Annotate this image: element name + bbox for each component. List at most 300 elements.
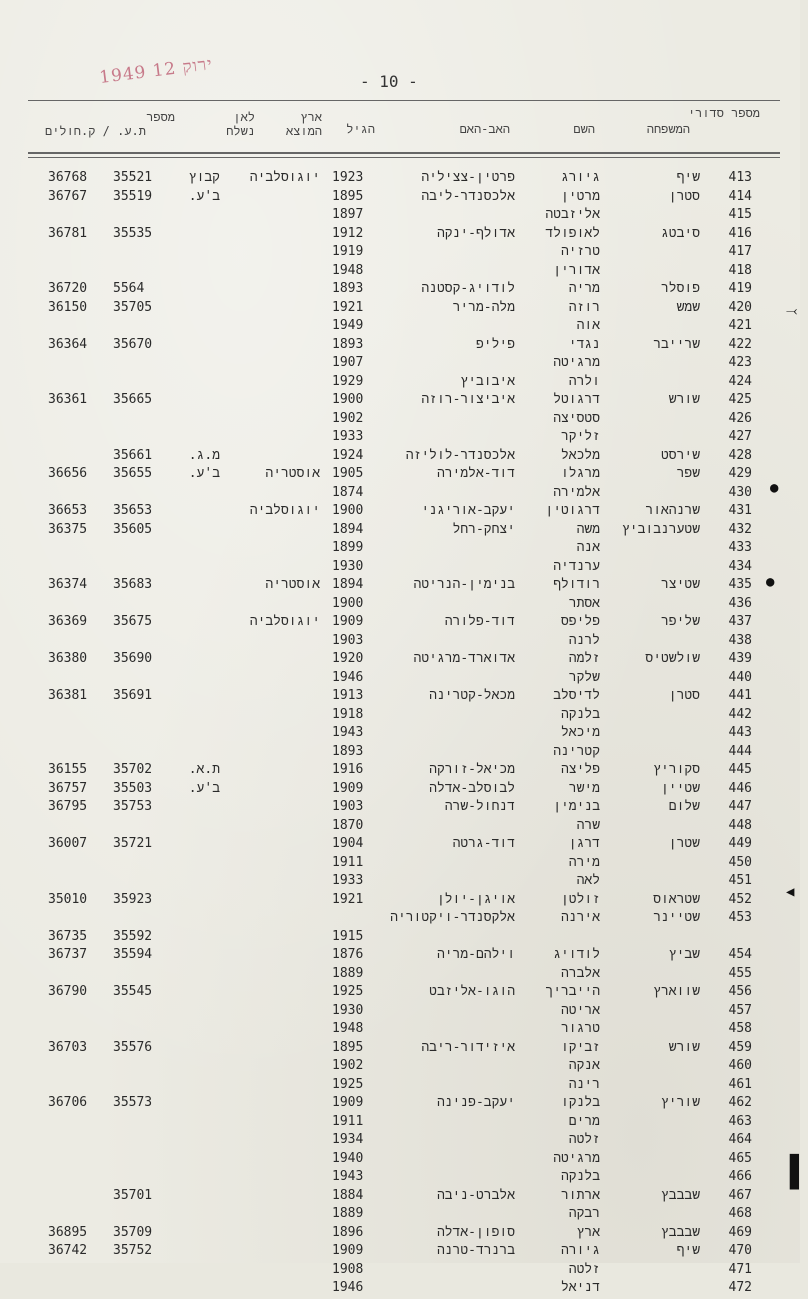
cell-year: 1946 [332,669,364,685]
cell-family: שטרן [668,836,700,851]
table-row [0,485,800,504]
table-row [0,966,800,985]
cell-immig: 36795 [48,799,88,814]
cell-name: אליזבטה [545,207,600,222]
cell-family: שמש [676,299,700,315]
table-row [0,448,800,467]
margin-dot-mark: ● [770,480,779,496]
table-row [0,929,800,948]
cell-year: 1908 [332,1261,364,1277]
cell-name: לאופולד [545,225,600,241]
cell-family: סטרן [668,188,700,204]
cell-serial: 472 [728,1280,752,1295]
cell-serial: 457 [728,1002,752,1018]
cell-parents: איזידור-ריבה [421,1039,515,1055]
cell-family: שווארץ [653,984,700,999]
cell-name: זלטה [568,1261,600,1277]
cell-immig: 36737 [48,947,88,962]
cell-serial: 446 [728,780,752,796]
table-row [0,633,800,652]
cell-year: 1929 [332,373,364,389]
cell-serial: 445 [728,762,752,777]
cell-cert: 35683 [113,577,153,592]
header-rule-top [28,100,780,101]
cell-parents: דוד-אלמירה [436,466,515,481]
margin-dot-mark: ● [766,574,775,590]
cell-cert: 35753 [113,799,153,814]
cell-immig: 36361 [48,392,88,407]
cell-immig: 36742 [48,1243,88,1258]
cell-year: 1900 [332,595,364,611]
cell-serial: 437 [728,614,752,629]
cell-year: 1916 [332,762,364,777]
table-row [0,799,800,818]
cell-serial: 459 [728,1039,752,1055]
header-cert-label: מספר [146,110,175,124]
cell-year: 1895 [332,1039,364,1055]
cell-parents: ברנרד-טרנה [436,1243,515,1258]
cell-family: שטיין [660,780,700,796]
header-rule-bottom-2 [28,157,780,158]
cell-year: 1876 [332,947,364,962]
cell-name: סטסיצה [553,410,600,426]
cell-name: זולטן [560,891,600,907]
cell-serial: 426 [728,410,752,426]
cell-year: 1915 [332,928,364,944]
cell-name: בלנקה [560,1169,600,1184]
table-row [0,744,800,763]
cell-cert: 35653 [113,503,153,518]
cell-serial: 451 [728,873,752,888]
cell-serial: 428 [728,447,752,463]
cell-year: 1921 [332,299,364,315]
cell-parents: דוד-גרטה [452,836,515,851]
cell-name: לרנה [568,632,600,648]
cell-year: 1933 [332,429,364,444]
cell-serial: 438 [728,632,752,648]
cell-year: 1900 [332,503,364,518]
cell-serial: 436 [728,595,752,611]
cell-immig: 36364 [48,336,88,352]
cell-serial: 427 [728,429,752,444]
cell-year: 1911 [332,1113,364,1129]
table-row [0,818,800,837]
cell-name: מיכאל [560,725,600,740]
cell-immig: 36768 [48,170,88,185]
cell-family: שיף [676,1243,700,1258]
cell-name: מלכאל [560,447,600,463]
cell-year: 1948 [332,1021,364,1036]
cell-immig: 36150 [48,299,88,315]
cell-immig: 36653 [48,503,88,518]
table-row [0,577,800,596]
header-parents: האב-האם [459,122,510,136]
cell-year: 1909 [332,614,364,629]
table-row [0,263,800,282]
cell-serial: 434 [728,558,752,574]
table-row [0,466,800,485]
cell-name: ארתור [560,1187,600,1203]
cell-serial: 419 [728,281,752,296]
table-row [0,725,800,744]
cell-name: גיורה [560,1243,600,1258]
table-row [0,170,800,189]
cell-path: ב'ע. [188,466,220,481]
cell-cert: 35675 [113,614,153,629]
cell-parents: לודויג-קסטנה [421,281,515,296]
cell-parents: בנימין-הנריטה [413,577,515,592]
cell-serial: 429 [728,466,752,481]
cell-name: זביקו [560,1039,600,1055]
cell-family: שטראוס [653,891,700,907]
table-row [0,1114,800,1133]
cell-parents: אלקסנדר-ויקטוריה [390,910,515,925]
cell-year: 1919 [332,244,364,259]
cell-immig: 35010 [48,891,88,907]
cell-year: 1907 [332,355,364,370]
cell-family: שורש [668,1039,700,1055]
cell-year: 1925 [332,984,364,999]
cell-family: שרנהאור [645,503,700,518]
header-serial: מספר סדורי [687,106,760,120]
cell-serial: 462 [728,1095,752,1110]
cell-serial: 448 [728,817,752,833]
cell-name: בנימין [553,799,600,814]
cell-parents: אלכסנדר-ליבה [421,188,515,204]
cell-year: 1949 [332,318,364,333]
table-row [0,1169,800,1188]
cell-cert: 35670 [113,336,153,352]
cell-name: דניאל [560,1280,600,1295]
cell-parents: יעקב-אוריגני [421,503,515,518]
cell-year: 1884 [332,1187,364,1203]
cell-year: 1896 [332,1224,364,1240]
cell-immig: 36895 [48,1224,88,1240]
cell-country: יוגוסלביה [249,170,320,185]
cell-year: 1905 [332,466,364,481]
cell-cert: 35691 [113,688,153,703]
table-row [0,392,800,411]
cell-year: 1925 [332,1076,364,1092]
cell-serial: 440 [728,669,752,685]
cell-cert: 35721 [113,836,153,851]
table-row [0,411,800,430]
cell-parents: איביצור-רוזה [421,392,515,407]
cell-year: 1920 [332,651,364,666]
cell-year: 1889 [332,965,364,981]
cell-immig: 36380 [48,651,88,666]
cell-serial: 418 [728,262,752,278]
cell-immig: 36781 [48,225,88,241]
handwritten-annotation: 1949 ירוק 12 [98,54,214,88]
cell-name: זלמה [568,651,600,666]
cell-year: 1894 [332,521,364,537]
table-row [0,318,800,337]
cell-immig: 36155 [48,762,88,777]
cell-year: 1870 [332,817,364,833]
cell-name: אוה [576,318,600,333]
cell-family: שטיצר [660,577,700,592]
cell-parents: אויגן-יולן [436,891,515,907]
cell-serial: 414 [728,188,752,204]
cell-immig: 36720 [48,281,88,296]
cell-name: ולרה [568,373,600,389]
table-row [0,300,800,319]
cell-year: 1924 [332,447,364,463]
table-row [0,1280,800,1299]
cell-country: אוסטריה [265,577,320,592]
cell-serial: 468 [728,1206,752,1221]
cell-family: שפר [676,466,700,481]
cell-name: דרגוטל [553,392,600,407]
cell-year: 1918 [332,706,364,722]
cell-name: דרגן [568,836,600,851]
cell-name: מישר [568,780,600,796]
cell-year: 1923 [332,170,364,185]
cell-immig: 36706 [48,1095,88,1110]
cell-serial: 469 [728,1224,752,1240]
cell-name: נגדי [568,336,600,352]
cell-serial: 416 [728,225,752,241]
cell-name: מרגיטה [553,355,600,370]
cell-serial: 450 [728,854,752,870]
cell-year: 1903 [332,632,364,648]
page-number: - 10 - [360,72,418,91]
cell-path: ת.א. [188,762,220,777]
cell-serial: 470 [728,1243,752,1258]
table-row [0,1095,800,1114]
cell-name: מרגלו [560,466,600,481]
table-row [0,1243,800,1262]
cell-path: קבוץ [188,170,220,185]
header-path: לאן נשלח [226,110,255,138]
cell-immig: 36735 [48,928,88,944]
cell-family: שיף [676,170,700,185]
cell-family: סקוריץ [653,762,700,777]
cell-serial: 455 [728,965,752,981]
table-row [0,1132,800,1151]
table-row [0,892,800,911]
table-row [0,1077,800,1096]
cell-parents: וילהם-מריה [436,947,515,962]
cell-serial: 467 [728,1187,752,1203]
cell-parents: פיליפ [475,336,515,352]
table-row [0,337,800,356]
cell-serial: 442 [728,706,752,722]
cell-cert: 5564 [113,281,145,296]
table-row [0,1040,800,1059]
cell-serial: 431 [728,503,752,518]
table-row [0,1003,800,1022]
cell-family: שביץ [668,947,700,962]
cell-serial: 460 [728,1058,752,1073]
cell-name: בלנקה [560,706,600,722]
cell-immig: 36375 [48,521,88,537]
cell-year: 1904 [332,836,364,851]
cell-serial: 422 [728,336,752,352]
cell-cert: 35665 [113,392,153,407]
cell-name: לאה [576,873,600,888]
cell-name: אנקה [568,1058,600,1073]
table-row [0,226,800,245]
cell-cert: 35594 [113,947,153,962]
cell-parents: לבוסלב-אדלה [429,780,515,796]
cell-immig: 36007 [48,836,88,851]
cell-serial: 423 [728,355,752,370]
cell-family: שלום [668,799,700,814]
cell-serial: 439 [728,651,752,666]
table-row [0,189,800,208]
cell-name: מרטין [560,188,600,204]
cell-serial: 420 [728,299,752,315]
cell-parents: סופון-אדלה [436,1224,515,1240]
cell-year: 1943 [332,725,364,740]
cell-name: לדיסלב [553,688,600,703]
cell-serial: 461 [728,1076,752,1092]
cell-parents: מכיאל-זורקה [429,762,515,777]
cell-name: משה [576,521,600,537]
cell-serial: 453 [728,910,752,925]
cell-family: שבבבץ [660,1224,700,1240]
table-row [0,559,800,578]
cell-year: 1900 [332,392,364,407]
cell-family: שליפר [660,614,700,629]
cell-cert: 35705 [113,299,153,315]
cell-parents: אלברט-ניבה [436,1187,515,1203]
table-row [0,873,800,892]
table-row [0,688,800,707]
cell-serial: 424 [728,373,752,389]
cell-year: 1930 [332,1002,364,1018]
cell-cert: 35702 [113,762,153,777]
cell-country: יוגוסלביה [249,503,320,518]
cell-year: 1933 [332,873,364,888]
cell-parents: אלכסנדר-לוליזה [405,447,515,463]
cell-year: 1902 [332,1058,364,1073]
header-country: ארץ המוצא [285,110,322,138]
cell-family: שוריץ [660,1095,700,1110]
cell-year: 1913 [332,688,364,703]
cell-name: רודולף [553,577,600,592]
cell-name: טרגור [560,1021,600,1036]
table-row [0,1151,800,1170]
cell-year: 1902 [332,410,364,426]
cell-serial: 432 [728,521,752,537]
cell-year: 1874 [332,484,364,500]
table-row [0,355,800,374]
header-age: הגיל [346,122,375,136]
cell-year: 1893 [332,336,364,352]
table-row [0,244,800,263]
cell-serial: 454 [728,947,752,962]
cell-immig: 36656 [48,466,88,481]
cell-year: 1893 [332,743,364,759]
cell-year: 1895 [332,188,364,204]
table-row [0,1058,800,1077]
cell-parents: יעקב-פנינה [436,1095,515,1110]
cell-country: אוסטריה [265,466,320,481]
cell-name: גיורג [560,170,600,185]
cell-cert: 35576 [113,1039,153,1055]
cell-cert: 35573 [113,1095,153,1110]
table-row [0,503,800,522]
table-row [0,374,800,393]
cell-name: שלקר [568,669,600,685]
cell-name: זליקר [560,429,600,444]
cell-parents: מכאל-קטרינה [429,688,515,703]
cell-year: 1934 [332,1132,364,1147]
table-row [0,836,800,855]
margin-edge-mark: ▌ [790,1155,808,1190]
header-family: המשפחה [646,122,690,136]
cell-name: דרגוטין [545,503,600,518]
cell-cert: 35709 [113,1224,153,1240]
margin-tick-mark: ◀ [786,884,795,900]
cell-cert: 35690 [113,651,153,666]
cell-name: אלמירה [553,484,600,500]
register-table [0,170,800,1299]
cell-path: מ.ג. [188,447,220,463]
cell-serial: 413 [728,170,752,185]
cell-cert: 35752 [113,1243,153,1258]
cell-parents: אדוארד-מרגיטה [413,651,515,666]
cell-family: פוסלר [660,281,700,296]
cell-parents: דנחול-שרה [444,799,515,814]
cell-serial: 463 [728,1113,752,1129]
cell-name: מרים [568,1113,600,1129]
cell-name: אירנה [560,910,600,925]
table-row [0,522,800,541]
cell-name: הייבריך [545,984,600,999]
cell-name: אסתר [568,595,600,611]
cell-name: זלטה [568,1132,600,1147]
cell-name: בלנקו [560,1095,600,1110]
cell-year: 1948 [332,262,364,278]
cell-path: ב'ע. [188,780,220,796]
table-row [0,1021,800,1040]
cell-immig: 36374 [48,577,88,592]
cell-name: אדורין [553,262,600,278]
cell-immig: 36369 [48,614,88,629]
cell-path: ב'ע. [188,188,220,204]
cell-cert: 35545 [113,984,153,999]
cell-cert: 35503 [113,780,153,796]
cell-serial: 430 [728,484,752,500]
cell-immig: 36790 [48,984,88,999]
cell-cert: 35535 [113,225,153,241]
cell-cert: 35521 [113,170,153,185]
cell-family: סיבטג [660,225,700,241]
cell-year: 1921 [332,891,364,907]
header-name: השם [573,122,595,136]
cell-cert: 35923 [113,891,153,907]
cell-year: 1909 [332,780,364,796]
cell-name: רוזה [568,299,600,315]
table-row [0,1225,800,1244]
cell-cert: 35661 [113,447,153,463]
cell-family: שולשטיס [645,651,700,666]
cell-serial: 465 [728,1150,752,1166]
cell-immig: 36381 [48,688,88,703]
cell-serial: 449 [728,836,752,851]
cell-parents: דוד-פלורה [444,614,515,629]
cell-year: 1909 [332,1095,364,1110]
cell-year: 1897 [332,207,364,222]
cell-year: 1911 [332,854,364,870]
cell-name: לודויג [553,947,600,962]
cell-family: שבבבץ [660,1187,700,1203]
cell-parents: איבוביץ [460,373,515,389]
